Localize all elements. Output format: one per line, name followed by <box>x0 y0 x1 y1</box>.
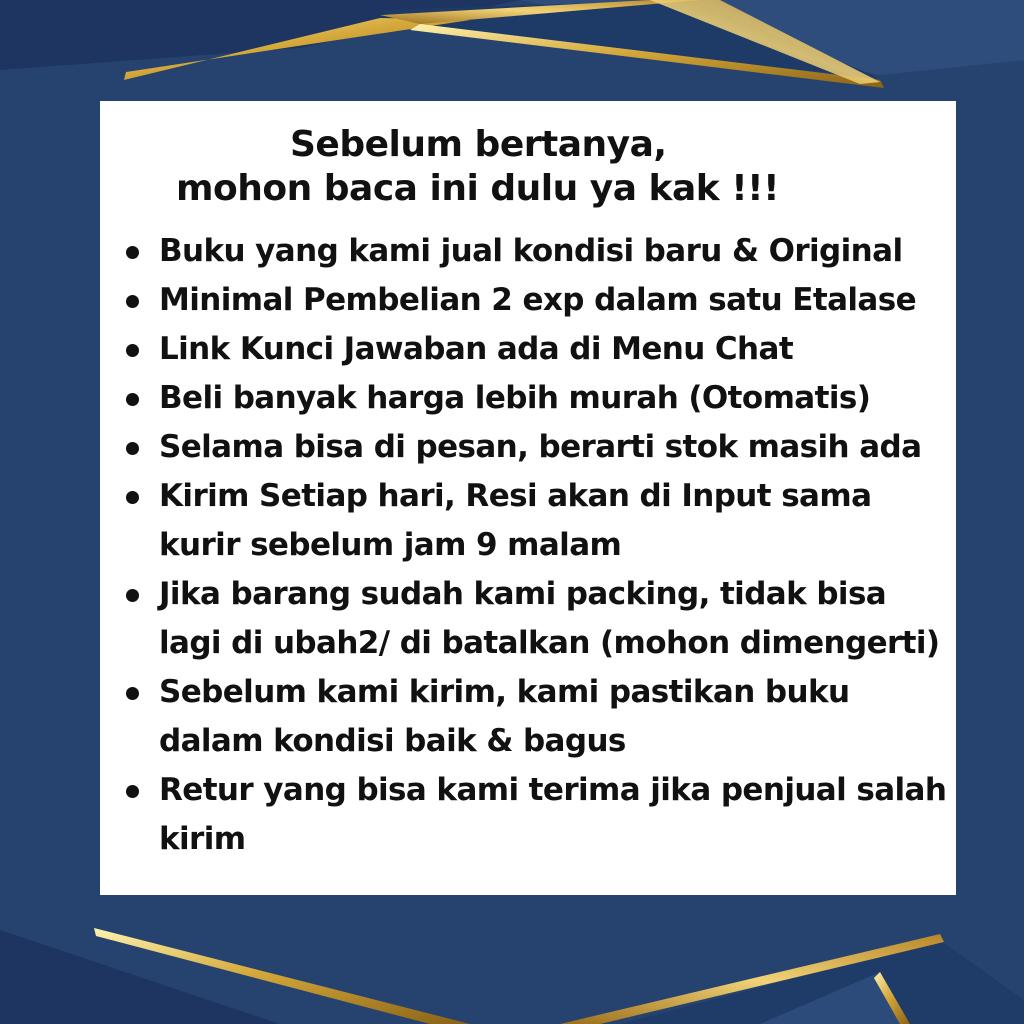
list-item <box>124 472 952 570</box>
bullet-icon <box>126 589 139 602</box>
list-item <box>124 227 952 276</box>
rule-text-continued: dalam kondisi baik & bagus <box>159 723 626 759</box>
list-item <box>124 325 952 374</box>
list-item <box>124 276 952 325</box>
rule-text: Selama bisa di pesan, berarti stok masih ada <box>159 429 922 465</box>
rule-text: Buku yang kami jual kondisi baru & Original <box>159 233 903 269</box>
headline-line-1: Sebelum bertanya, <box>290 124 667 165</box>
bullet-icon <box>126 246 139 259</box>
list-item <box>124 668 952 766</box>
rules-list <box>124 227 952 864</box>
rule-text: Retur yang bisa kami terima jika penjual salah <box>159 772 947 808</box>
bullet-icon <box>126 442 139 455</box>
list-item <box>124 374 952 423</box>
rule-text-continued: kurir sebelum jam 9 malam <box>159 527 622 563</box>
list-item <box>124 570 952 668</box>
headline-line-2: mohon baca ini dulu ya kak !!! <box>176 168 779 209</box>
rule-text: Sebelum kami kirim, kami pastikan buku <box>159 674 850 710</box>
rule-text-continued: kirim <box>159 821 246 857</box>
bullet-icon <box>126 344 139 357</box>
rule-text: Kirim Setiap hari, Resi akan di Input sama <box>159 478 872 514</box>
rule-text: Link Kunci Jawaban ada di Menu Chat <box>159 331 794 367</box>
list-item <box>124 766 952 864</box>
bullet-icon <box>126 295 139 308</box>
bullet-icon <box>126 687 139 700</box>
rule-text: Beli banyak harga lebih murah (Otomatis) <box>159 380 871 416</box>
rule-text: Jika barang sudah kami packing, tidak bisa <box>159 576 887 612</box>
bullet-icon <box>126 491 139 504</box>
bullet-icon <box>126 393 139 406</box>
bullet-icon <box>126 785 139 798</box>
rule-text-continued: lagi di ubah2/ di batalkan (mohon dimengerti) <box>159 625 940 661</box>
list-item <box>124 423 952 472</box>
rule-text: Minimal Pembelian 2 exp dalam satu Etalase <box>159 282 917 318</box>
